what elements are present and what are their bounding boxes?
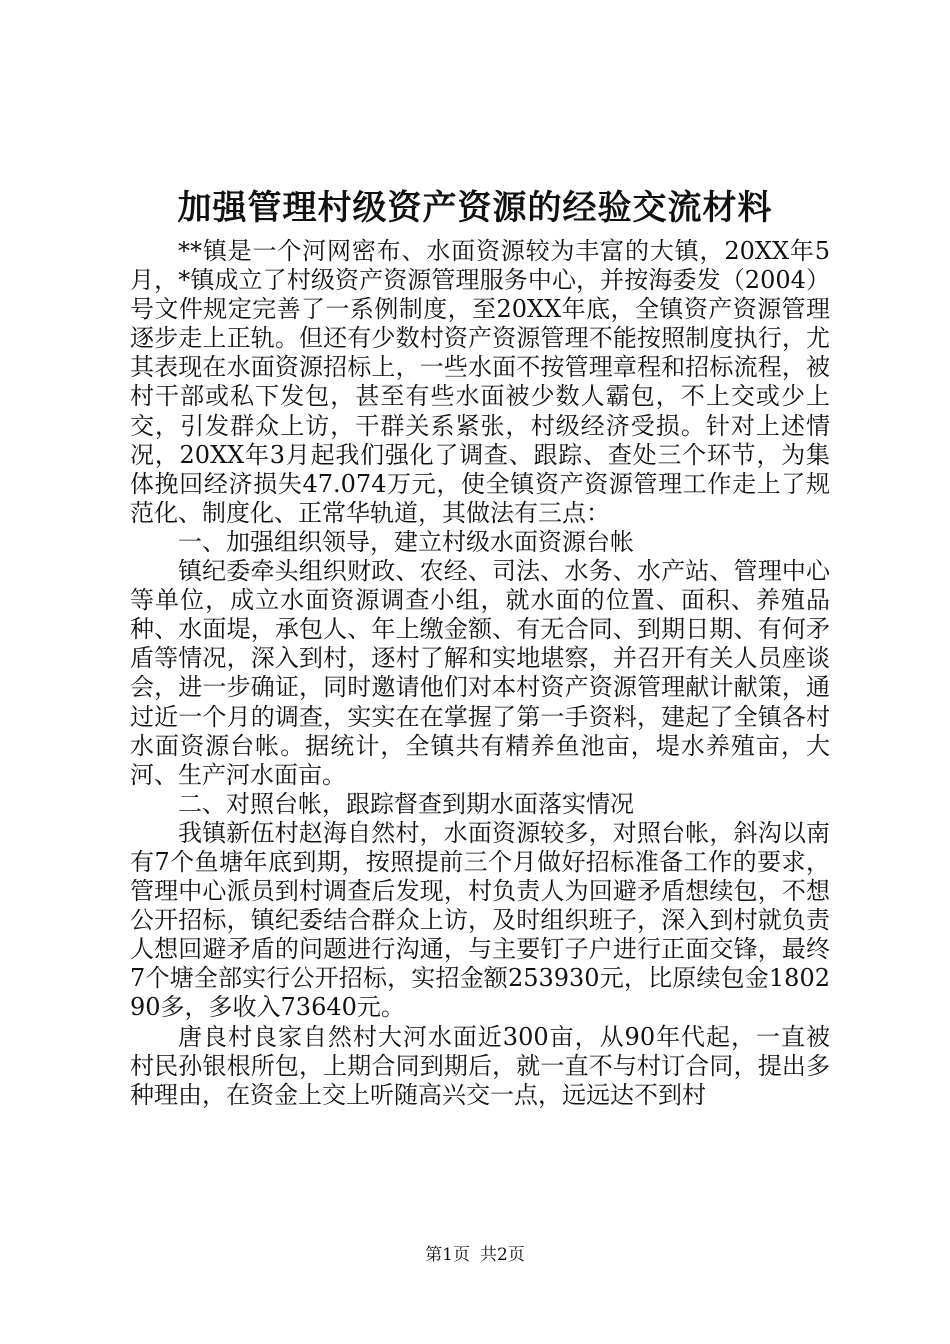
intro-paragraph: **镇是一个河网密布、水面资源较为丰富的大镇，20XX年5月，*镇成立了村级资产资源管理服务中心，并按海委发（2004）号文件规定完善了一系例制度，至20XX年底，全镇资产资源管理逐步走上正轨。但还有少数村资产资源管理不能按照制度执行，尤其表现在水面资源招标上，一些水面不按管理章程和招标流程，被村干部或私下发包，甚至有些水面被少数人霸包，不上交或少上交，引发群众上访，干群关系紧张，村级经济受损。针对上述情况，20XX年3月起我们强化了调查、跟踪、查处三个环节，为集体挽回经济损失47.074万元，使全镇资产资源管理工作走上了规范化、制度化、正常华轨道，其做法有三点：	[130, 237, 830, 527]
document-body	[130, 237, 830, 1110]
section-1-paragraph: 镇纪委牵头组织财政、农经、司法、水务、水产站、管理中心等单位，成立水面资源调查小组，就水面的位置、面积、养殖品种、水面堤，承包人、年上缴金额、有无合同、到期日期、有何矛盾等情况，深入到村，逐村了解和实地堪察，并召开有关人员座谈会，进一步确证，同时邀请他们对本村资产资源管理献计献策，通过近一个月的调查，实实在在掌握了第一手资料，建起了全镇各村水面资源台帐。据统计，全镇共有精养鱼池亩，堤水养殖亩，大河、生产河水面亩。	[130, 557, 830, 789]
page-number: 第1页	[425, 1245, 470, 1265]
page-total: 共2页	[480, 1245, 525, 1265]
page-footer	[0, 1244, 950, 1266]
section-2-paragraph-2: 唐良村良家自然村大河水面近300亩，从90年代起，一直被村民孙银根所包，上期合同到期后，就一直不与村订合同，提出多种理由，在资金上交上听随高兴交一点，远远达不到村	[130, 1022, 830, 1109]
section-1-heading: 一、加强组织领导，建立村级水面资源台帐	[178, 527, 634, 556]
section-2-heading: 二、对照台帐，跟踪督查到期水面落实情况	[178, 789, 634, 818]
document-title: 加强管理村级资产资源的经验交流材料	[177, 188, 773, 228]
section-2-paragraph-1: 我镇新伍村赵海自然村，水面资源较多，对照台帐，斜沟以南有7个鱼塘年底到期，按照提前三个月做好招标准备工作的要求，管理中心派员到村调查后发现，村负责人为回避矛盾想续包，不想公开招标，镇纪委结合群众上访，及时组织班子，深入到村就负责人想回避矛盾的问题进行沟通，与主要钉子户进行正面交锋，最终7个塘全部实行公开招标，实招金额253930元，比原续包金180290多，多收入73640元。	[130, 818, 830, 1022]
